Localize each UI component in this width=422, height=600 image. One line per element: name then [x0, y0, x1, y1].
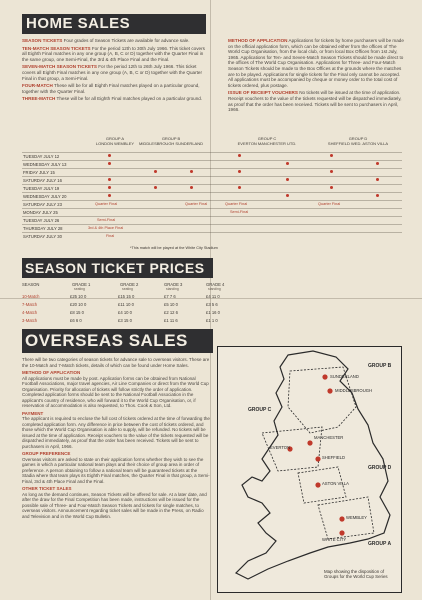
receipt-text: No tickets will be issued at the time of application. Receipt vouchers to the value of the tickets requested will be dispatched immediately, as proof that the order has been received. Tickets will be sent to purchasers in April, 1966.: [228, 90, 402, 113]
four-match-heading: FOUR-MATCH: [22, 83, 53, 89]
price-cell: £3 5 6: [206, 302, 218, 307]
map-city: WHITE CITY: [322, 537, 347, 542]
quarter-final-label: Quarter Final: [95, 202, 118, 206]
group-a-header: GROUP A LONDON WEMBLEY: [95, 136, 135, 146]
price-cell: £1 11 6: [164, 318, 178, 323]
three-match-heading: THREE-MATCH: [22, 96, 56, 102]
quarter-final-label: Quarter Final: [318, 202, 341, 206]
fixture-date: TUESDAY JULY 26: [23, 218, 60, 223]
fixture-row: [22, 232, 402, 241]
ten-match-heading: TEN-MATCH SEASON TICKETS: [22, 45, 91, 51]
map-city: EVERTON: [270, 445, 291, 450]
group-preference-heading: GROUP PREFERENCE: [22, 451, 71, 456]
grade-3-sub: standing: [166, 287, 179, 291]
match-dot: [108, 194, 111, 197]
match-dot: [190, 186, 193, 189]
three-match-text: These will be for all Eighth Final matches played on a particular ground.: [56, 96, 203, 102]
fixture-date: SATURDAY JULY 23: [23, 202, 62, 207]
fixture-date: WEDNESDAY JULY 13: [23, 162, 67, 167]
map-group-a: GROUP A: [368, 541, 392, 547]
fixture-date: TUESDAY JULY 12: [23, 154, 60, 159]
grade-1-sub: seating: [74, 287, 85, 291]
overseas-column: [22, 357, 210, 521]
price-row-label: 4-Match: [22, 310, 38, 315]
fixture-date: MONDAY JULY 25: [23, 210, 58, 215]
fixture-date: FRIDAY JULY 15: [23, 170, 55, 175]
groups-map: [217, 346, 402, 593]
fixture-date: SATURDAY JULY 16: [23, 178, 62, 183]
season-column-header: SEASON: [22, 282, 40, 287]
match-dot: [286, 162, 289, 165]
other-sales-heading: OTHER TICKET SALES: [22, 486, 72, 491]
fixture-date: WEDNESDAY JULY 20: [23, 194, 67, 199]
quarter-final-label: Quarter Final: [225, 202, 248, 206]
map-caption: Map showing the disposition of Groups for the World Cup Series: [324, 569, 388, 580]
grade-3-header: GRADE 3: [164, 282, 183, 287]
price-cell: £20 10 0: [70, 302, 87, 307]
fixture-date: SATURDAY JULY 30: [23, 234, 62, 239]
payment-heading: PAYMENT: [22, 410, 44, 416]
final-label: Final: [106, 234, 115, 238]
price-cell: £7 7 6: [164, 294, 176, 299]
price-row-label: 10-Match: [22, 294, 40, 299]
white-city-footnote: *This match will be played at the White City Stadium: [130, 246, 218, 250]
receipt-heading: ISSUE OF RECEIPT VOUCHERS: [228, 90, 298, 96]
match-dot: [108, 178, 111, 181]
prices-title: SEASON TICKET PRICES: [22, 258, 213, 278]
price-cell: £11 10 0: [118, 302, 134, 307]
price-cell: £4 11 0: [206, 294, 220, 299]
semi-final-label: Semi-Final: [230, 210, 249, 214]
overseas-method-text: All applications must be made by post. Application forms can be obtained from National Football Associations, major travel agencies, Air Line Companies or direct from the World Cup Organisation. Priority for allocation of tickets will follow strictly the order of application. Completed application forms should be sent to the National Football Association in the applicant's country of residence, who will forward it to the World Cup Organisation, or, if reservation of accommodation is also requested, to Thos. Cook & Son, Ltd.: [22, 375, 209, 408]
season-tickets-text: Four grades of Season Tickets are available for advance sale.: [63, 38, 190, 43]
grade-4-sub: standing: [208, 287, 221, 291]
match-dot: [238, 170, 241, 173]
price-cell: £6 6 0: [70, 318, 82, 323]
match-dot: [154, 186, 157, 189]
home-sales-left-column: [22, 38, 207, 104]
price-cell: £5 10 0: [164, 302, 178, 307]
semi-final-label: Semi-Final: [97, 218, 116, 222]
quarter-final-label: Quarter Final: [185, 202, 208, 206]
map-city: SUNDERLAND: [330, 374, 359, 379]
group-c-header: GROUP C EVERTON MANCHESTER UTD.: [237, 136, 297, 146]
match-dot: [108, 186, 111, 189]
method-text: Applications for tickets by home purchasers will be made on the official application form, which can be obtained either from the offices of The World Cup Organisation, from the local club, or from local Box Offices from 1st July, 1965. Applications for Ten- and Seven-Match Season Tickets should be made direct to the offices of The World Cup Organisation. Applications for Three- and Four-Match Season Tickets should be made to the Box Offices at the grounds where the matches are to be played. Applications for single tickets for the Final only cannot be accepted. All applications must be accompanied by cheque or money order to the total cost of tickets ordered, plus postage.: [228, 38, 404, 88]
fixture-date: TUESDAY JULY 19: [23, 186, 60, 191]
grade-1-header: GRADE 1: [72, 282, 91, 287]
match-dot: [108, 162, 111, 165]
match-dot: [330, 186, 333, 189]
map-city: MANCHESTER: [314, 435, 344, 440]
group-d-header: GROUP D SHEFFIELD WED. ASTON VILLA: [327, 136, 389, 146]
overseas-intro: There will be two categories of season tickets for advance sale to overseas visitors. These are the 10-Match and 7-Match tickets, details of which can be found under Home Sales.: [22, 357, 210, 368]
match-dot: [108, 154, 111, 157]
map-group-d: GROUP D: [368, 465, 392, 471]
match-dot: [154, 170, 157, 173]
price-cell: £25 10 0: [70, 294, 87, 299]
method-heading: METHOD OF APPLICATION: [228, 38, 288, 43]
map-city: MIDDLESBROUGH: [335, 388, 372, 393]
overseas-sales-title: OVERSEAS SALES: [22, 329, 213, 353]
season-tickets-heading: SEASON TICKETS: [22, 38, 63, 43]
other-sales-text: As long as the demand continues, Season Tickets will be offered for sale. At a later date, and after the draw for the Final Competition has been made, instructions will be issued for the possible sale of Three- and Four-Match Season Tickets and tickets for single matches, to overseas visitors. Announcement regarding ticket sales will be made in the Press, on Radio and Television and in the World Cup Bulletin.: [22, 491, 207, 519]
map-group-c: GROUP C: [248, 407, 272, 413]
match-dot: [330, 170, 333, 173]
home-sales-right-column: [228, 38, 404, 115]
match-dot: [286, 194, 289, 197]
map-city: ASTON VILLA: [322, 481, 349, 486]
map-group-b: GROUP B: [368, 363, 392, 369]
match-dot: [376, 178, 379, 181]
map-city: WEMBLEY: [346, 515, 367, 520]
price-row-label: 7-Match: [22, 302, 38, 307]
match-dot: [238, 186, 241, 189]
home-sales-title: HOME SALES: [22, 14, 206, 34]
match-dot: [330, 154, 333, 157]
match-dot: [376, 162, 379, 165]
group-b-header: GROUP B MIDDLESBROUGH SUNDERLAND: [138, 136, 203, 146]
price-cell: £2 12 6: [164, 310, 178, 315]
payment-text: The applicant is required to enclose the full cost of tickets ordered at the time of forwarding the completed application form. Any difference in price between the cost of tickets ordered, and those which the World Cup Organisation is able to supply, will be refunded. No tickets will be issued at the time of application. Receipt vouchers to the value of the tickets requested will be dispatched immediately, as proof that the order has been received. Tickets will be sent to purchasers in April, 1966.: [22, 416, 210, 449]
fixture-date: THURSDAY JULY 28: [23, 226, 63, 231]
price-cell: £1 1 0: [206, 318, 218, 323]
match-dot: [376, 194, 379, 197]
match-dot: [238, 154, 241, 157]
price-cell: £15 15 0: [118, 294, 135, 299]
group-preference-text: Overseas visitors are asked to state on their application forms whether they wish to see the games in which a particular national team plays and their choice of group area in order of preference. A person obtaining to follow a national team will be guaranteed tickets at the Stadia where that team plays its Eighth Final matches, the Quarter Final in that group, a Semi-Final, 3rd & 4th Place Final and the Final.: [22, 456, 210, 484]
price-cell: £1 16 0: [206, 310, 220, 315]
grade-2-sub: seating: [122, 287, 133, 291]
overseas-method-heading: METHOD OF APPLICATION: [22, 370, 81, 375]
match-dot: [286, 178, 289, 181]
price-row-label: 3-Match: [22, 318, 38, 323]
grade-4-header: GRADE 4: [206, 282, 225, 287]
seven-match-heading: SEVEN-MATCH SEASON TICKETS: [22, 64, 97, 70]
price-cell: £4 10 0: [118, 310, 132, 315]
price-cell: £8 15 0: [70, 310, 84, 315]
price-cell: £3 15 0: [118, 318, 132, 323]
map-city: SHEFFIELD: [322, 455, 346, 460]
grade-2-header: GRADE 2: [120, 282, 139, 287]
seven-match-text: For the period 12th to 26th July 1966. This ticket covers all Eighth Final matches in any one group (A, B, C or D) together with the Quarter Final in that group, a Semi-Final.: [22, 64, 203, 81]
four-match-text: These will be for all Eighth Final matches played on a particular ground, together with the Quarter Final.: [22, 83, 200, 94]
ten-match-text: For the period 12th to 30th July 1966. This ticket covers all Eighth Final matches in any one group (A, B, C or D) together with the Quarter Final in the same group, one Semi-Final, the 3rd & 4th Place Final and the Final.: [22, 45, 205, 62]
match-dot: [190, 170, 193, 173]
fold-line-vertical: [210, 0, 211, 600]
third-place-label: 3rd & 4th Place Final: [88, 226, 124, 230]
